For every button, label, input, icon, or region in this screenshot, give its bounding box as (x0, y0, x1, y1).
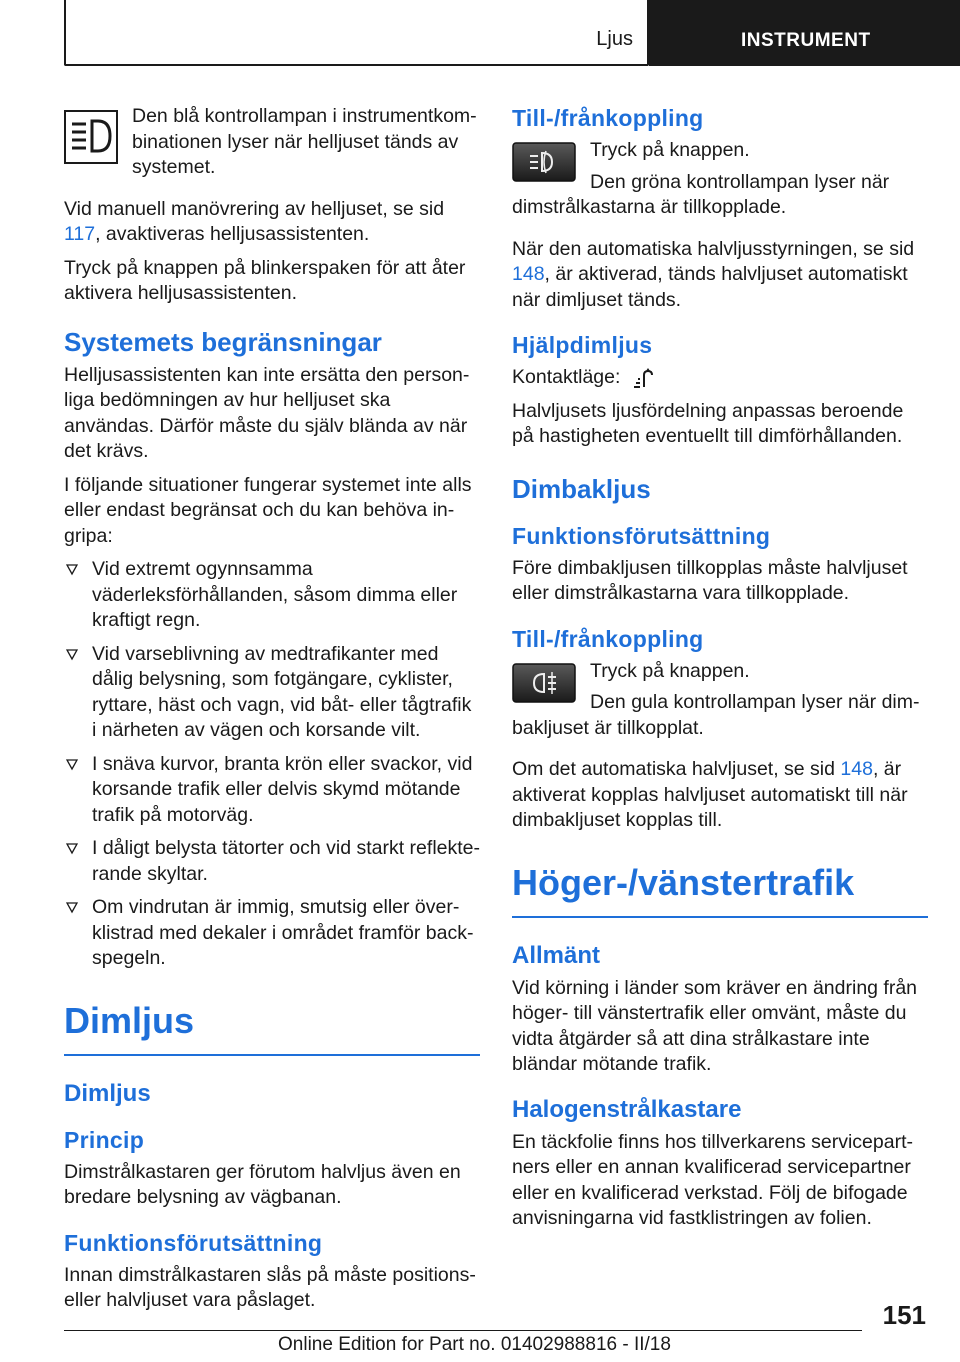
toggle2-heading: Till-/frånkoppling (512, 625, 704, 652)
halogen-heading: Halogenstrålkastare (512, 1095, 742, 1123)
limits-paragraph-1: Helljusassistenten kan inte ersätta den personliga bedömningen av hur helljuset ska användas. Därför måste du själv blända av när det krävs. (64, 363, 470, 462)
rear-fog-light-button-icon (512, 663, 576, 703)
edition-text: Online Edition for Part no. 01402988816 - II/18 (278, 1334, 671, 1355)
toggle2-desc: Den gula kontrollampan lyser när dimbakljuset är tillkopplat. (512, 691, 920, 739)
toggle1-heading: Till-/frånkoppling (512, 105, 704, 131)
auto1-text: När den automatiska halvljusstyrningen, se sid 148, är aktiverad, tänds halvljuset automatiskt när dimljuset tänds. (512, 237, 915, 311)
halogen-text: En täckfolie finns hos tillverkarens servicepartners eller en annan kvalificerad servicepartner eller en kvalificerad verkstad. Följ de bifogade anvisningarna vid fastklistringen av folien. (512, 1130, 914, 1229)
section-tab (64, 0, 649, 66)
princip-text: Dimstrålkastaren ger förutom halvljus även en bredare belysning av vägbanan. (64, 1160, 461, 1208)
general-heading: Allmänt (512, 941, 601, 969)
indicator-row (64, 104, 480, 189)
list-item: I dåligt belysta tätorter och vid starkt reflekterande skyltar. (64, 836, 480, 887)
limits-paragraph-2: I följande situationer fungerar systemet inte alls eller endast begränsat och du kan behöva ingripa: (64, 473, 472, 547)
triangle-bullet-icon (66, 843, 78, 855)
rear-func-text: Före dimbakljusen tillkopplas måste halvljuset eller dimstrålkastarna vara tillkopplade. (512, 556, 908, 604)
page-header (64, 0, 960, 66)
ignition-contact-icon (630, 367, 654, 389)
left-column (64, 104, 480, 1322)
indicator-text: Den blå kontrollampan i instrumentkombinationen lyser när helljuset tänds av systemet. (132, 105, 477, 178)
section-label: Ljus (596, 28, 633, 50)
high-beam-indicator-icon (64, 110, 118, 169)
rear-fog-toggle-row (512, 659, 928, 750)
limits-heading: Systemets begränsningar (64, 326, 382, 357)
rear-func-heading: Funktionsförutsättning (512, 522, 771, 549)
footer-divider (64, 1330, 862, 1331)
help-contact: Kontaktläge: (512, 365, 928, 391)
triangle-bullet-icon (66, 564, 78, 576)
page-number: 151 (882, 1300, 926, 1330)
right-column (512, 104, 928, 1240)
func-text: Innan dimstrålkastaren slås på måste positionseller halvljuset vara påslaget. (64, 1263, 476, 1311)
toggle2-press: Tryck på knappen. (590, 659, 750, 682)
manual-operation-text: Vid manuell manövrering av helljuset, se sid 117, avaktiveras helljusassistenten. (64, 197, 445, 245)
list-item: Vid extremt ogynnsamma väderleksförhållanden, såsom dimma eller kraftigt regn. (64, 557, 480, 634)
princip-heading: Princip (64, 1126, 145, 1153)
reactivate-text: Tryck på knappen på blinkerspaken för att åter aktivera helljusassistenten. (64, 256, 466, 304)
func-heading: Funktionsförutsättning (64, 1229, 323, 1256)
toggle1-desc: Den gröna kontrollampan lyser när dimstrålkastarna är tillkopplade. (512, 170, 890, 218)
dimljus-subheading: Dimljus (64, 1079, 151, 1107)
triangle-bullet-icon (66, 649, 78, 661)
list-item: I snäva kurvor, branta krön eller svackor, vid korsande trafik eller delvis skymd mötande trafik på motorväg. (64, 752, 480, 829)
triangle-bullet-icon (66, 902, 78, 914)
auto2-text: Om det automatiska halvljuset, se sid 148, är aktiverat kopplas halvljuset automatiskt till när dimbakljuset kopplas till. (512, 758, 908, 831)
limits-list (64, 557, 480, 972)
chapter-label: INSTRUMENT (741, 30, 871, 51)
page-link-117[interactable]: 117 (64, 223, 96, 245)
page-link-148[interactable]: 148 (840, 758, 873, 780)
front-fog-light-button-icon (512, 142, 576, 182)
fog-light-toggle-row (512, 138, 928, 229)
traffic-title: Höger-/vänstertrafik (512, 862, 928, 918)
help-text: Halvljusets ljusfördelning anpassas beroende på hastigheten eventuellt till dimförhållanden. (512, 399, 904, 447)
page-link-148[interactable]: 148 (512, 263, 545, 285)
list-item: Om vindrutan är immig, smutsig eller överklistrad med dekaler i området framför backspegeln. (64, 895, 480, 972)
toggle1-press: Tryck på knappen. (590, 139, 750, 161)
general-text: Vid körning i länder som kräver en ändring från höger- till vänstertrafik eller omvänt, måste du vidta åtgärder så att dina strålkastare inte bländar mötande trafik. (512, 976, 918, 1075)
chapter-tab (649, 0, 960, 66)
help-heading: Hjälpdimljus (512, 332, 653, 358)
dimljus-title: Dimljus (64, 1000, 480, 1056)
list-item: Vid varseblivning av medtrafikanter med dålig belysning, som fotgängare, cyklister, ryttare, häst och vagn, vid båt- eller tågtrafik i närheten av vägen och korsande vilt. (64, 642, 480, 744)
triangle-bullet-icon (66, 759, 78, 771)
rear-fog-heading: Dimbakljus (512, 473, 651, 504)
